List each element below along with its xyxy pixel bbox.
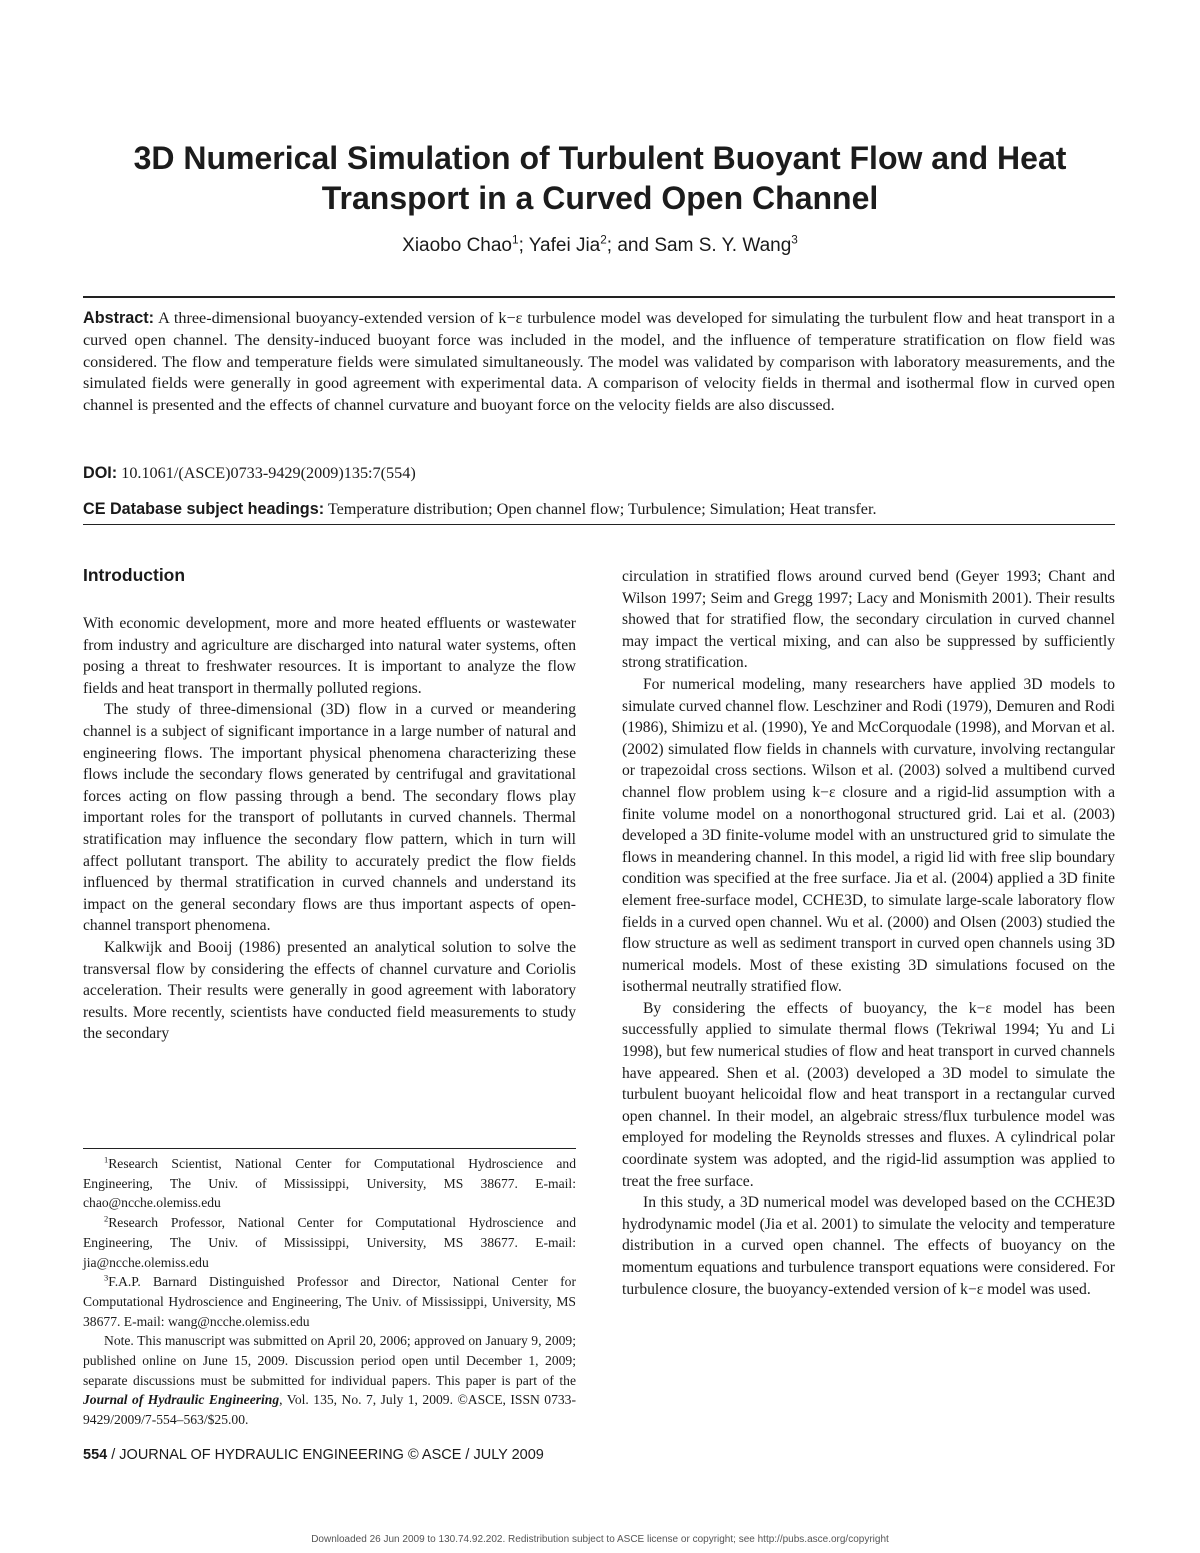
footnote-mark: 3 xyxy=(104,1272,109,1283)
footnote xyxy=(83,1154,576,1213)
body-paragraph: circulation in stratified flows around curved bend (Geyer 1993; Chant and Wilson 1997; Seim and Gregg 1997; Lacy and Monismith 2001). Their results showed that for stratified flow, the secondary circulation in curved channel may impact the vertical mixing, and can also be suppressed by sufficiently strong stratification. xyxy=(622,568,1115,672)
section-heading-introduction: Introduction xyxy=(83,565,186,585)
footnote-rule xyxy=(83,1148,576,1149)
note-text: Note. This manuscript was submitted on April 20, 2006; approved on January 9, 2009; published online on June 15, 2009. Discussion period open until December 1, 2009; separate discussions must be submitted for individual papers. This paper is part of the xyxy=(83,1333,576,1388)
right-column xyxy=(622,566,1115,1300)
footnote-mark: 1 xyxy=(104,1154,109,1165)
abstract-label: Abstract: xyxy=(83,309,155,327)
footnote-text: Research Professor, National Center for Computational Hydroscience and Engineering, The Univ. of Mississippi, University, MS 38677. E-mail: jia@ncche.olemiss.edu xyxy=(83,1215,576,1270)
author-affiliation-mark: 2 xyxy=(600,233,607,247)
author-name: Xiaobo Chao xyxy=(402,235,513,256)
journal-name xyxy=(83,1392,279,1407)
body-paragraph: By considering the effects of buoyancy, the k−ε model has been successfully applied to simulate thermal flows (Tekriwal 1994; Yu and Li 1998), but few numerical studies of flow and heat transport in curved channels have appeared. Shen et al. (2003) developed a 3D model to simulate the turbulent buoyant helicoidal flow and heat transport in a rectangular curved open channel. In their model, an algebraic stress/flux turbulence model was employed for modeling the Reynolds stresses and fluxes. A cylindrical polar coordinate system was adopted, and the rigid-lid assumption was applied to treat the free surface. xyxy=(622,999,1115,1190)
journal-footer xyxy=(83,1446,544,1464)
body-paragraph: For numerical modeling, many researchers have applied 3D models to simulate curved channel flow. Leschziner and Rodi (1979), Demuren and Rodi (1986), Shimizu et al. (1990), Ye and McCorquodale (1998), and Morvan et al. (2002) simulated flow fields in channels with curvature, involving rectangular or trapezoidal cross sections. Wilson et al. (2003) solved a multibend curved channel flow problem using k−ε closure and a rigid-lid assumption with a finite volume model on a nonorthogonal structured grid. Lai et al. (2003) developed a 3D finite-volume model with an unstructured grid to simulate the flows in meandering channel. In this model, a rigid lid with free slip boundary condition was specified at the free surface. Jia et al. (2004) applied a 3D finite element free-surface model, CCHE3D, to simulate large-scale laboratory flow fields in a curved open channel. Wu et al. (2000) and Olsen (2003) studied the flow structure as well as sediment transport in curved open channels using 3D numerical models. Most of these existing 3D simulations focused on the isothermal neutrally stratified flow. xyxy=(622,675,1115,996)
footnote-text: F.A.P. Barnard Distinguished Professor and Director, National Center for Computational Hydroscience and Engineering, The Univ. of Mississippi, University, MS 38677. E-mail: wang@ncche.olemiss.edu xyxy=(83,1274,576,1329)
note-text: , Vol. 135, No. 7, July 1, 2009. ©ASCE, ISSN 0733-9429/2009/7-554–563/$25.00. xyxy=(83,1392,577,1428)
download-notice: Downloaded 26 Jun 2009 to 130.74.92.202. Redistribution subject to ASCE license or copyright; see http://pubs.asce.org/copyright xyxy=(311,1534,889,1545)
author-affiliation-mark: 1 xyxy=(512,233,519,247)
footnote xyxy=(83,1272,576,1331)
author-affiliation-mark: 3 xyxy=(791,233,798,247)
paper-title: 3D Numerical Simulation of Turbulent Buoyant Flow and Heat Transport in a Curved Open Channel xyxy=(133,140,1067,216)
author-separator: ; xyxy=(518,235,529,256)
subject-headings-value: Temperature distribution; Open channel flow; Turbulence; Simulation; Heat transfer. xyxy=(327,500,877,518)
abstract-top-rule xyxy=(83,296,1115,298)
author-separator: ; and xyxy=(606,235,655,256)
footnote-mark: 2 xyxy=(104,1213,109,1224)
body-paragraph: Kalkwijk and Booij (1986) presented an analytical solution to solve the transversal flow by considering the effects of channel curvature and Coriolis acceleration. Their results were generally in good agreement with laboratory results. More recently, scientists have conducted field measurements to study the secondary xyxy=(83,938,576,1043)
author-line xyxy=(60,233,1140,259)
footnote xyxy=(83,1213,576,1272)
abstract xyxy=(83,308,1115,417)
body-paragraph: In this study, a 3D numerical model was developed based on the CCHE3D hydrodynamic model (Jia et al. 2001) to simulate the velocity and temperature distribution in a curved open channel. The effects of buoyancy on the momentum equations and turbulence transport equations were considered. For turbulence closure, the buoyancy-extended version of k−ε model was used. xyxy=(622,1194,1115,1298)
body-paragraph: The study of three-dimensional (3D) flow in a curved or meandering channel is a subject of significant importance in a large number of natural and engineering flows. The important physical phenomena characterizing these flows include the secondary flows generated by centrifugal and gravitational forces acting on flow passing through a bend. The secondary flows play important roles for the transport of pollutants in curved channels. Thermal stratification may influence the secondary flow pattern, which in turn will affect pollutant transport. The ability to accurately predict the flow fields influenced by thermal stratification in curved channels and understand its impact on the general secondary flows are thus important aspects of open-channel transport phenomena. xyxy=(83,701,576,935)
doi-label: DOI: xyxy=(83,464,118,482)
manuscript-note xyxy=(83,1331,576,1430)
abstract-bottom-rule xyxy=(83,524,1115,525)
author-name: Sam S. Y. Wang xyxy=(654,235,792,256)
body-paragraph: With economic development, more and more heated effluents or wastewater from industry and agriculture are discharged into natural water systems, often posing a threat to freshwater resources. It is important to analyze the flow fields and heat transport in thermally polluted regions. xyxy=(83,615,576,697)
doi-line xyxy=(83,462,1115,484)
footnote-text: Research Scientist, National Center for Computational Hydroscience and Engineering, The Univ. of Mississippi, University, MS 38677. E-mail: chao@ncche.olemiss.edu xyxy=(83,1156,576,1211)
page-number: 554 xyxy=(83,1447,108,1463)
left-column xyxy=(83,613,576,1045)
journal-name-italic: Journal of Hydraulic Engineering xyxy=(83,1392,280,1408)
subject-headings-line xyxy=(83,498,1115,520)
footnotes xyxy=(83,1154,576,1430)
doi-value: 10.1061/(ASCE)0733-9429(2009)135:7(554) xyxy=(121,464,416,482)
subject-headings-label: CE Database subject headings: xyxy=(83,500,325,518)
abstract-text: A three-dimensional buoyancy-extended version of k−ε turbulence model was developed for simulating the turbulent flow and heat transport in a curved open channel. The density-induced buoyant force was included in the model, and the influence of temperature stratification on flow field was considered. The flow and temperature fields were simulated simultaneously. The model was validated by comparison with laboratory measurements, and the simulated fields were generally in good agreement with experimental data. A comparison of velocity fields in thermal and isothermal flow in curved open channel is presented and the effects of channel curvature and buoyant force on the velocity fields are also discussed. xyxy=(83,309,1115,415)
journal-running-title: / JOURNAL OF HYDRAULIC ENGINEERING © ASCE / JULY 2009 xyxy=(107,1447,544,1463)
author-name: Yafei Jia xyxy=(528,235,601,256)
